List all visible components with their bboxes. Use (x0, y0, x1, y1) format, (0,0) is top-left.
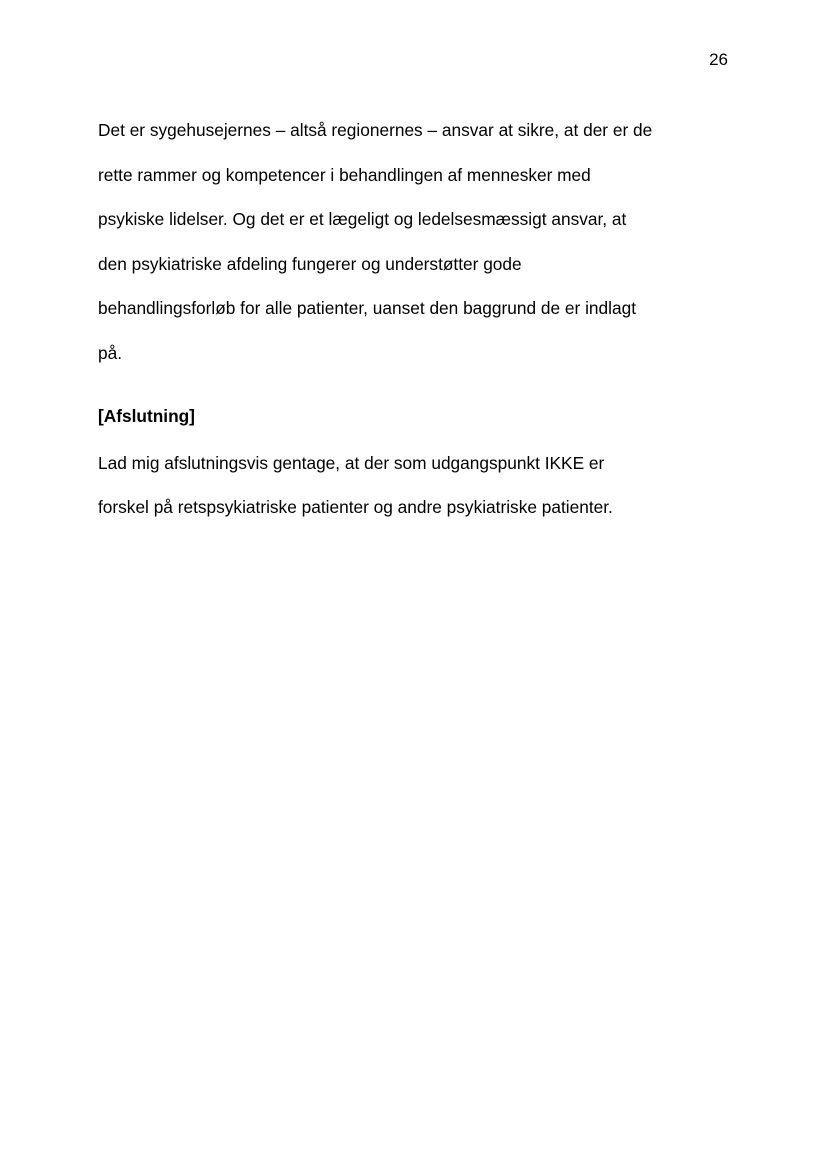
text-line: psykiske lidelser. Og det er et lægeligt og ledelsesmæssigt ansvar, at (98, 209, 627, 229)
text-line: Lad mig afslutningsvis gentage, at der som udgangspunkt IKKE er (98, 453, 605, 473)
page-number: 26 (709, 50, 728, 69)
text-line: den psykiatriske afdeling fungerer og understøtter gode (98, 254, 522, 274)
text-line: rette rammer og kompetencer i behandlingen af mennesker med (98, 165, 591, 185)
text-line: på. (98, 343, 123, 363)
text-line: Det er sygehusejernes – altså regionernes – ansvar at sikre, at der er de (98, 120, 653, 140)
text-line: forskel på retspsykiatriske patienter og andre psykiatriske patienter. (98, 497, 613, 517)
text-line: behandlingsforløb for alle patienter, uanset den baggrund de er indlagt (98, 298, 637, 318)
section-heading: [Afslutning] (98, 406, 195, 426)
